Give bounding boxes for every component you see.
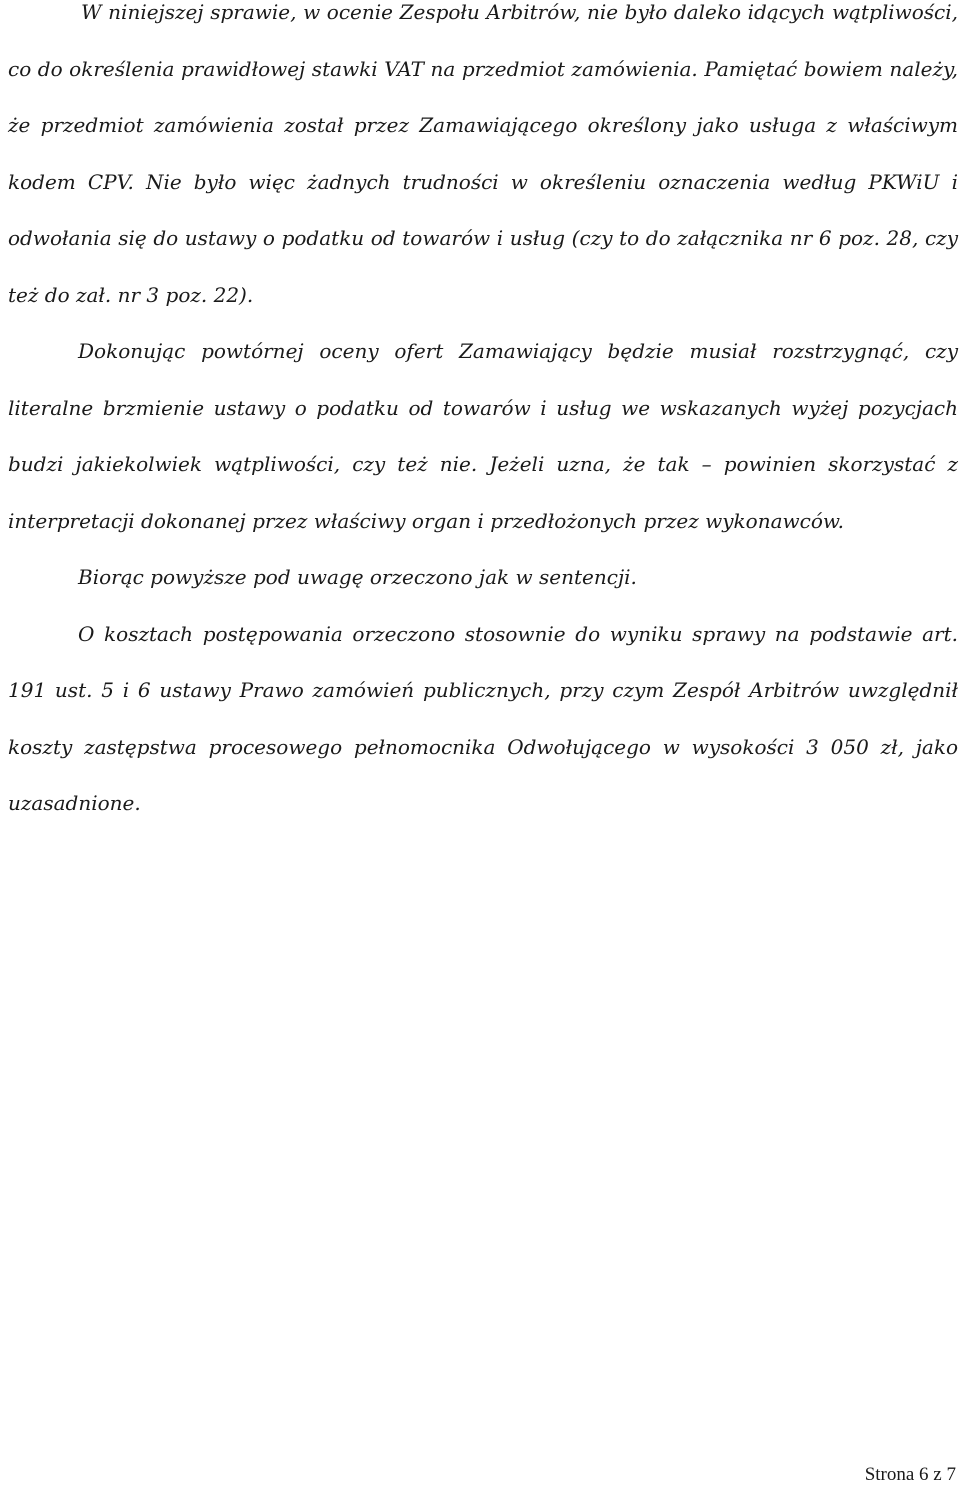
page-number: Strona 6 z 7 <box>864 1464 956 1485</box>
paragraph-2: Dokonując powtórnej oceny ofert Zamawiający będzie musiał rozstrzygnąć, czy literalne brzmienie ustawy o podatku od towarów i usług we wskazanych wyżej pozycjach budzi jakiekolwiek wątpliwości, czy też nie. Jeżeli uzna, że tak – powinien skorzystać z interpretacji dokonanej przez właściwy organ i przedłożonych przez wykonawców. <box>8 339 958 533</box>
document-body <box>8 0 958 832</box>
paragraph-3: Biorąc powyższe pod uwagę orzeczono jak w sentencji. <box>78 565 637 589</box>
paragraph-1: W niniejszej sprawie, w ocenie Zespołu Arbitrów, nie było daleko idących wątpliwości, co do określenia prawidłowej stawki VAT na przedmiot zamówienia. Pamiętać bowiem należy, że przedmiot zamówienia został przez Zamawiającego określony jako usługa z właściwym kodem CPV. Nie było więc żadnych trudności w określeniu oznaczenia według PKWiU i odwołania się do ustawy o podatku od towarów i usług (czy to do załącznika nr 6 poz. 28, czy też do zał. nr 3 poz. 22). <box>8 0 958 307</box>
paragraph-4: O kosztach postępowania orzeczono stosownie do wyniku sprawy na podstawie art. 191 ust. 5 i 6 ustawy Prawo zamówień publicznych, przy czym Zespół Arbitrów uwzględnił koszty zastępstwa procesowego pełnomocnika Odwołującego w wysokości 3 050 zł, jako uzasadnione. <box>8 621 958 815</box>
